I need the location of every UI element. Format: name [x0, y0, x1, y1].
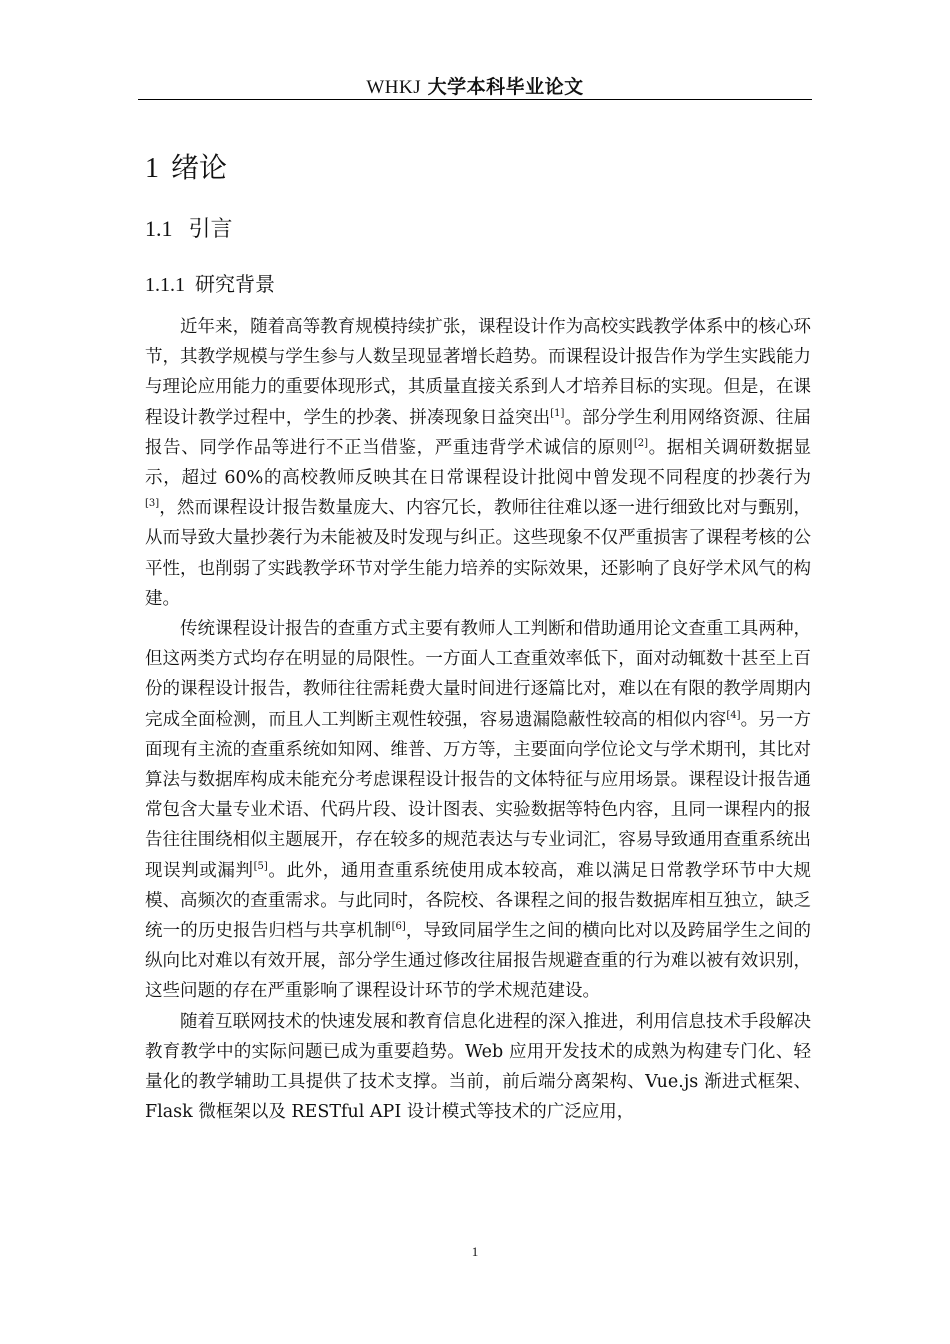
paragraph-text: 随着互联网技术的快速发展和教育信息化进程的深入推进，利用信息技术手段解决教育教学中的实际问题已成为重要趋势。Web 应用开发技术的成熟为构建专门化、轻量化的教学辅助工具提供了技术支撑。当前，前后端分离架构、Vue.js 渐进式框架、Flask 微框架以及 RESTful API 设计模式等技术的广泛应用， [145, 1011, 811, 1123]
paragraph-2 [145, 614, 811, 1007]
citation-ref: [2] [633, 437, 649, 449]
body-text [145, 312, 811, 1127]
subsection-title: 研究背景 [195, 272, 275, 296]
section-heading [145, 212, 233, 243]
page-header [138, 72, 812, 99]
subsection-number: 1.1.1 [145, 274, 185, 296]
page-number: 1 [471, 1244, 479, 1259]
paragraph-text: ，导致同届学生之间的横向比对以及跨届学生之间的纵向比对难以有效开展，部分学生通过修改往届报告规避查重的行为难以被有效识别，这些问题的存在严重影响了课程设计环节的学术规范建设。 [145, 921, 812, 1002]
paragraph-text: 。另一方面现有主流的查重系统如知网、维普、万方等，主要面向学位论文与学术期刊，其比对算法与数据库构成未能充分考虑课程设计报告的文体特征与应用场景。课程设计报告通常包含大量专业术语、代码片段、设计图表、实验数据等特色内容，且同一课程内的报告往往围绕相似主题展开，存在较多的规范表达与专业词汇，容易导致通用查重系统出现误判或漏判 [145, 709, 811, 881]
paragraph-3 [145, 1007, 811, 1128]
chapter-title: 绪论 [171, 151, 228, 184]
paragraph-text: 近年来，随着高等教育规模持续扩张，课程设计作为高校实践教学体系中的核心环节，其教学规模与学生参与人数呈现显著增长趋势。而课程设计报告作为学生实践能力与理论应用能力的重要体现形式，其质量直接关系到人才培养目标的实现。但是，在课程设计教学过程中，学生的抄袭、拼凑现象日益突出 [145, 317, 811, 428]
subsection-heading [145, 268, 275, 297]
citation-ref: [3] [145, 498, 160, 510]
paragraph-text: 。此外，通用查重系统使用成本较高，难以满足日常教学环节中大规模、高频次的查重需求。与此同时，各院校、各课程之间的报告数据库相互独立，缺乏统一的历史报告归档与共享机制 [145, 860, 812, 942]
paragraph-1 [145, 312, 811, 614]
chapter-heading [145, 146, 227, 186]
citation-ref: [1] [550, 407, 565, 419]
paragraph-text: 传统课程设计报告的查重方式主要有教师人工判断和借助通用论文查重工具两种，但这两类方式均存在明显的局限性。一方面人工查重效率低下，面对动辄数十甚至上百份的课程设计报告，教师往往需耗费大量时间进行逐篇比对，难以在有限的教学周期内完成全面检测，而且人工判断主观性较强，容易遗漏隐蔽性较高的相似内容 [145, 619, 811, 730]
chapter-number: 1 [145, 153, 159, 184]
citation-ref: [4] [726, 709, 741, 721]
header-brand: WHKJ [366, 77, 422, 98]
paragraph-text: ，然而课程设计报告数量庞大、内容冗长，教师往往难以逐一进行细致比对与甄别，从而导致大量抄袭行为未能被及时发现与纠正。这些现象不仅严重损害了课程考核的公平性，也削弱了实践教学环节对学生能力培养的实际效果，还影响了良好学术风气的构建。 [145, 498, 811, 609]
header-title: 大学本科毕业论文 [427, 76, 584, 98]
paragraph-text: 。据相关调研数据显示，超过 60%的高校教师反映其在日常课程设计批阅中曾发现不同程度的抄袭行为 [145, 437, 812, 489]
paragraph-text: 。部分学生利用网络资源、往届报告、同学作品等进行不正当借鉴，严重违背学术诚信的原则 [145, 407, 812, 458]
citation-ref: [5] [253, 860, 268, 872]
citation-ref: [6] [391, 921, 406, 933]
section-number: 1.1 [145, 216, 173, 241]
header-divider [138, 99, 812, 100]
section-title: 引言 [188, 217, 233, 242]
